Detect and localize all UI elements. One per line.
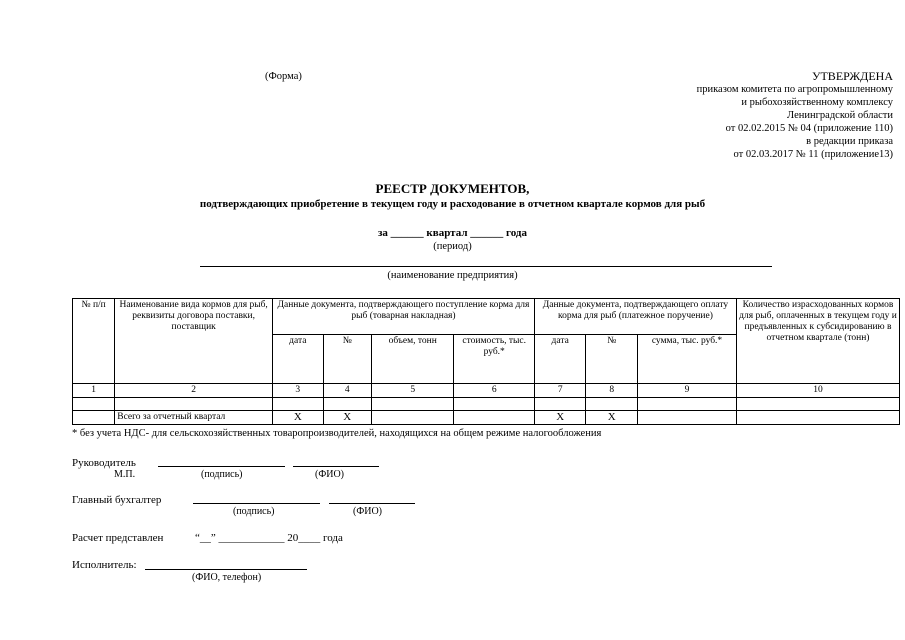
- register-table: [72, 298, 900, 425]
- x-mark: Х: [323, 411, 371, 425]
- fio-line: [329, 503, 415, 504]
- total-label: Всего за отчетный квартал: [115, 411, 273, 425]
- total-row: [73, 411, 900, 425]
- approved-title: УТВЕРЖДЕНА: [811, 69, 893, 83]
- head-label: Руководитель: [72, 457, 136, 469]
- submitted-label: Расчет представлен: [72, 532, 164, 544]
- subheader-date: дата: [273, 335, 324, 384]
- column-number: 1: [73, 384, 115, 398]
- approval-block: [697, 70, 893, 161]
- table-cell: [372, 411, 454, 425]
- table-cell: [586, 398, 638, 411]
- executor-label: Исполнитель:: [72, 559, 137, 571]
- header-number: № п/п: [73, 299, 115, 384]
- signature-line: [193, 503, 320, 504]
- column-number: 4: [323, 384, 371, 398]
- form-label: (Форма): [265, 71, 302, 82]
- org-name-line: [200, 266, 772, 267]
- signature-line: [158, 466, 285, 467]
- table-cell: [737, 411, 900, 425]
- table-cell: [454, 398, 534, 411]
- column-number: 9: [638, 384, 737, 398]
- table-cell: [454, 411, 534, 425]
- header-quantity: Количество израсходованных кормов для рыб, оплаченных в текущем году и предъявленных к субсидированию в отчетном квартале (тонн): [737, 299, 900, 384]
- subheader-volume: объем, тонн: [372, 335, 454, 384]
- header-payment-doc: Данные документа, подтверждающего оплату корма для рыб (платежное поручение): [534, 299, 736, 335]
- table-cell: [638, 398, 737, 411]
- executor-line: [145, 569, 307, 570]
- table-cell: [73, 398, 115, 411]
- fio-caption: (ФИО): [353, 506, 383, 517]
- subheader-cost: стоимость, тыс. руб.*: [454, 335, 534, 384]
- document-subtitle: подтверждающих приобретение в текущем году и расходование в отчетном квартале кормов для рыб: [199, 198, 706, 210]
- column-number-row: [73, 384, 900, 398]
- executor-caption: (ФИО, телефон): [192, 572, 262, 583]
- approved-line: Ленинградской области: [787, 110, 893, 121]
- subheader-number: №: [323, 335, 371, 384]
- column-number: 8: [586, 384, 638, 398]
- column-number: 10: [737, 384, 900, 398]
- table-cell: [737, 398, 900, 411]
- table-header-row: [73, 299, 900, 335]
- subheader-number: №: [586, 335, 638, 384]
- table-cell: [323, 398, 371, 411]
- period-line: за ______ квартал ______ года: [378, 227, 527, 239]
- approved-line: от 02.03.2017 № 11 (приложение13): [733, 149, 893, 160]
- header-feed-name: Наименование вида кормов для рыб, реквизиты договора поставки, поставщик: [115, 299, 273, 384]
- table-cell: [273, 398, 324, 411]
- column-number: 3: [273, 384, 324, 398]
- table-cell: [115, 398, 273, 411]
- column-number: 7: [534, 384, 586, 398]
- subheader-sum: сумма, тыс. руб.*: [638, 335, 737, 384]
- approved-line: и рыбохозяйственному комплексу: [741, 97, 893, 108]
- table-cell: [73, 411, 115, 425]
- approved-line: от 02.02.2015 № 04 (приложение 110): [725, 123, 893, 134]
- signature-caption: (подпись): [233, 506, 275, 517]
- footnote: * без учета НДС- для сельскохозяйственных товаропроизводителей, находящихся на общем режиме налогообложения: [72, 428, 602, 439]
- table-cell: [638, 411, 737, 425]
- mp-label: М.П.: [114, 469, 136, 480]
- x-mark: Х: [534, 411, 586, 425]
- document-title: РЕЕСТР ДОКУМЕНТОВ,: [375, 181, 530, 196]
- column-number: 6: [454, 384, 534, 398]
- period-caption: (период): [433, 241, 472, 252]
- table-cell: [372, 398, 454, 411]
- column-number: 5: [372, 384, 454, 398]
- approved-line: в редакции приказа: [806, 136, 893, 147]
- chief-accountant-label: Главный бухгалтер: [72, 494, 162, 506]
- signature-caption: (подпись): [201, 469, 243, 480]
- fio-line: [293, 466, 379, 467]
- x-mark: Х: [586, 411, 638, 425]
- org-caption: (наименование предприятия): [387, 270, 518, 281]
- subheader-date: дата: [534, 335, 586, 384]
- header-receipt-doc: Данные документа, подтверждающего поступление корма для рыб (товарная накладная): [273, 299, 535, 335]
- table-cell: [534, 398, 586, 411]
- approved-line: приказом комитета по агропромышленному: [696, 84, 893, 95]
- x-mark: Х: [273, 411, 324, 425]
- table-row: [73, 398, 900, 411]
- submitted-date: “__” ____________ 20____ года: [195, 532, 343, 544]
- fio-caption: (ФИО): [315, 469, 345, 480]
- column-number: 2: [115, 384, 273, 398]
